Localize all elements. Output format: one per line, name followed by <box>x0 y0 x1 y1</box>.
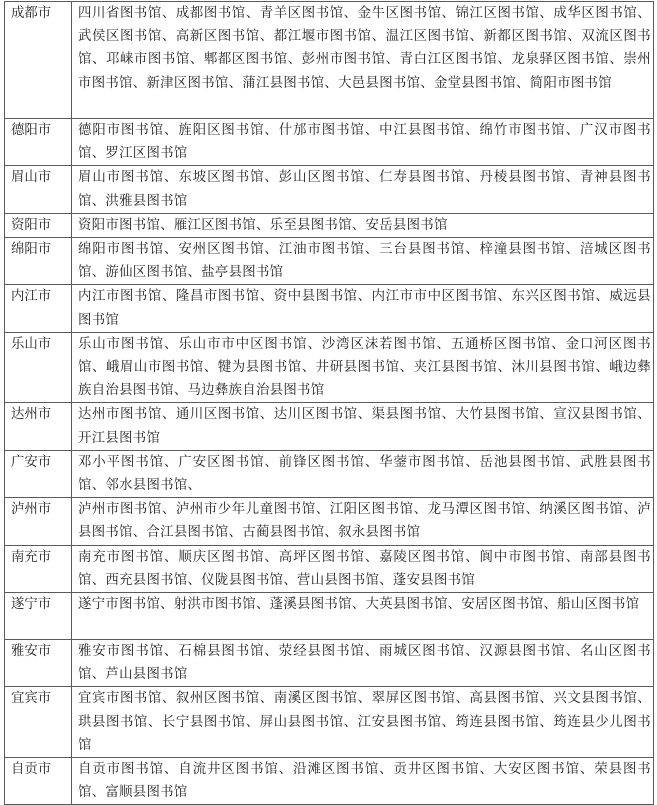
city-cell: 德阳市 <box>5 119 72 166</box>
city-cell: 南充市 <box>5 545 72 592</box>
libraries-cell: 自贡市图书馆、自流井区图书馆、沿滩区图书馆、贡井区图书馆、大安区图书馆、荣县图书馆、富顺县图书馆 <box>72 758 654 805</box>
city-cell: 绵阳市 <box>5 238 72 285</box>
city-cell: 自贡市 <box>5 758 72 805</box>
table-row <box>5 285 654 332</box>
table-row <box>5 450 654 497</box>
city-cell: 乐山市 <box>5 332 72 403</box>
table-row <box>5 213 654 237</box>
libraries-cell: 泸州市图书馆、泸州市少年儿童图书馆、江阳区图书馆、龙马潭区图书馆、纳溪区图书馆、泸县图书馆、合江县图书馆、古蔺县图书馆、叙永县图书馆 <box>72 498 654 545</box>
libraries-cell: 乐山市图书馆、乐山市市中区图书馆、沙湾区沫若图书馆、五通桥区图书馆、金口河区图书馆、峨眉山市图书馆、犍为县图书馆、井研县图书馆、夹江县图书馆、沐川县图书馆、峨边彝族自治县图书馆、马边彝族自治县图书馆 <box>72 332 654 403</box>
table-row <box>5 545 654 592</box>
libraries-cell: 四川省图书馆、成都图书馆、青羊区图书馆、金牛区图书馆、锦江区图书馆、成华区图书馆、武侯区图书馆、高新区图书馆、都江堰市图书馆、温江区图书馆、新都区图书馆、双流区图书馆、邛崃市图书馆、郫都区图书馆、彭州市图书馆、青白江区图书馆、龙泉驿区图书馆、崇州市图书馆、新津区图书馆、蒲江县图书馆、大邑县图书馆、金堂县图书馆、简阳市图书馆 <box>72 2 654 119</box>
table-row <box>5 640 654 687</box>
libraries-cell: 眉山市图书馆、东坡区图书馆、彭山区图书馆、仁寿县图书馆、丹棱县图书馆、青神县图书馆、洪雅县图书馆 <box>72 166 654 213</box>
city-cell: 广安市 <box>5 450 72 497</box>
libraries-cell: 内江市图书馆、隆昌市图书馆、资中县图书馆、内江市市中区图书馆、东兴区图书馆、威远县图书馆 <box>72 285 654 332</box>
libraries-cell: 宜宾市图书馆、叙州区图书馆、南溪区图书馆、翠屏区图书馆、高县图书馆、兴文县图书馆、珙县图书馆、长宁县图书馆、屏山县图书馆、江安县图书馆、筠连县图书馆、筠连县少儿图书馆 <box>72 687 654 758</box>
library-table <box>4 1 654 805</box>
libraries-cell: 雅安市图书馆、石棉县图书馆、荥经县图书馆、雨城区图书馆、汉源县图书馆、名山区图书馆、芦山县图书馆 <box>72 640 654 687</box>
libraries-cell: 绵阳市图书馆、安州区图书馆、江油市图书馆、三台县图书馆、梓潼县图书馆、涪城区图书馆、游仙区图书馆、盐亭县图书馆 <box>72 238 654 285</box>
table-row <box>5 332 654 403</box>
table-row <box>5 403 654 450</box>
city-cell: 资阳市 <box>5 213 72 237</box>
city-cell: 内江市 <box>5 285 72 332</box>
table-row <box>5 593 654 640</box>
table-row <box>5 2 654 119</box>
libraries-cell: 德阳市图书馆、旌阳区图书馆、什邡市图书馆、中江县图书馆、绵竹市图书馆、广汉市图书馆、罗江区图书馆 <box>72 119 654 166</box>
city-cell: 遂宁市 <box>5 593 72 640</box>
table-row <box>5 238 654 285</box>
city-cell: 达州市 <box>5 403 72 450</box>
table-row <box>5 687 654 758</box>
table-row <box>5 119 654 166</box>
city-cell: 成都市 <box>5 2 72 119</box>
libraries-cell: 资阳市图书馆、雁江区图书馆、乐至县图书馆、安岳县图书馆 <box>72 213 654 237</box>
city-cell: 宜宾市 <box>5 687 72 758</box>
library-table-body <box>5 2 654 805</box>
city-cell: 泸州市 <box>5 498 72 545</box>
libraries-cell: 邓小平图书馆、广安区图书馆、前锋区图书馆、华蓥市图书馆、岳池县图书馆、武胜县图书馆、邻水县图书馆、 <box>72 450 654 497</box>
city-cell: 眉山市 <box>5 166 72 213</box>
libraries-cell: 南充市图书馆、顺庆区图书馆、高坪区图书馆、嘉陵区图书馆、阆中市图书馆、南部县图书馆、西充县图书馆、仪陇县图书馆、营山县图书馆、蓬安县图书馆 <box>72 545 654 592</box>
table-row <box>5 166 654 213</box>
libraries-cell: 遂宁市图书馆、射洪市图书馆、蓬溪县图书馆、大英县图书馆、安居区图书馆、船山区图书馆 <box>72 593 654 640</box>
table-row <box>5 498 654 545</box>
city-cell: 雅安市 <box>5 640 72 687</box>
libraries-cell: 达州市图书馆、通川区图书馆、达川区图书馆、渠县图书馆、大竹县图书馆、宣汉县图书馆、开江县图书馆 <box>72 403 654 450</box>
